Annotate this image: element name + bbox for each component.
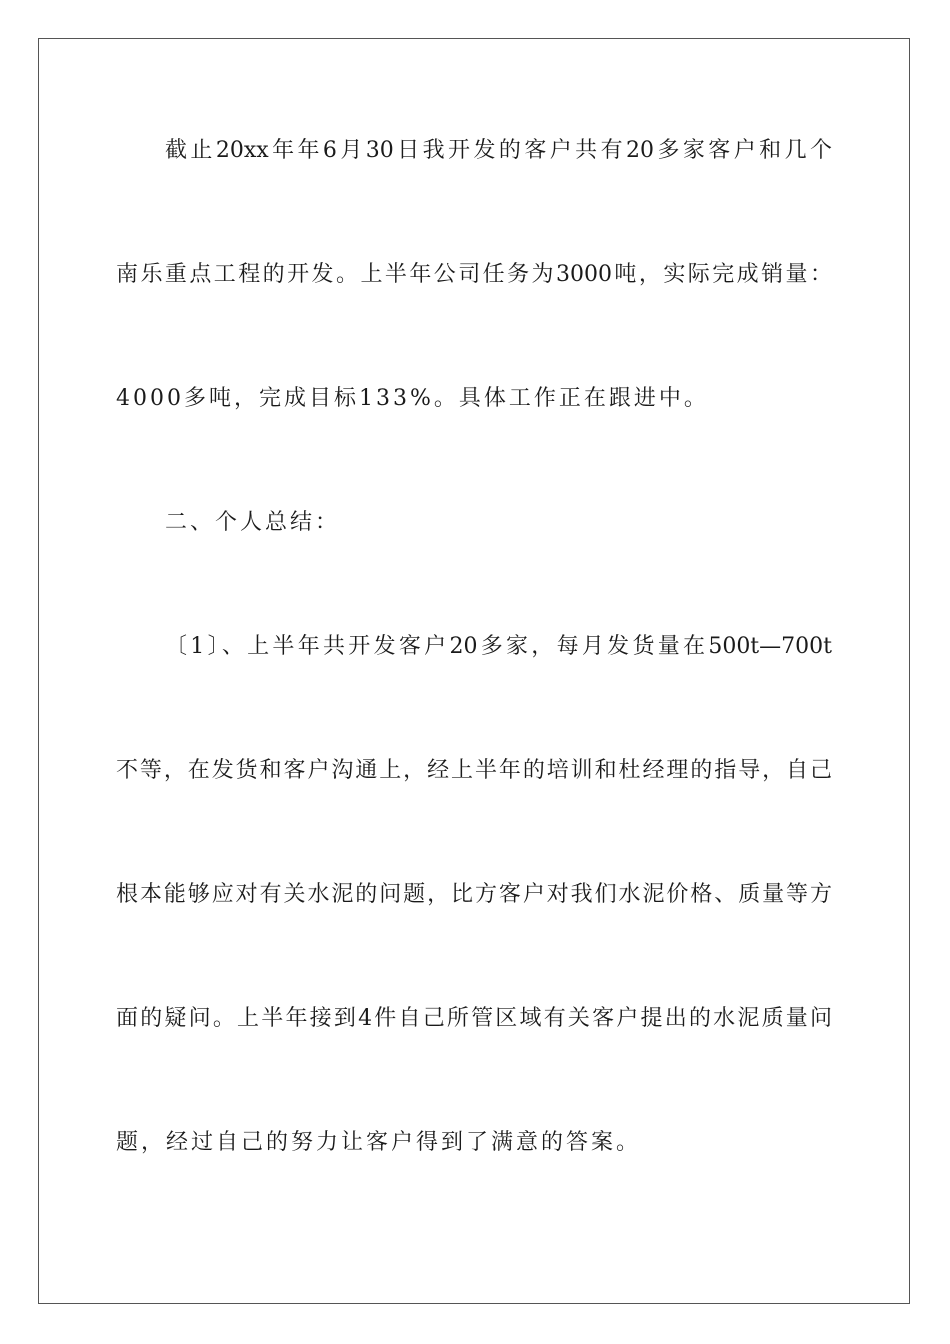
paragraph-1-line-3: 4000多吨，完成目标133%。具体工作正在跟进中。 [116,386,709,411]
paragraph-1-line-1: 截止20xx年年6月30日我开发的客户共有20多家客户和几个 [165,138,832,163]
paragraph-2-line-2: 不等，在发货和客户沟通上，经上半年的培训和杜经理的指导，自己 [116,758,832,783]
page-frame [38,38,910,1304]
paragraph-1-line-2: 南乐重点工程的开发。上半年公司任务为3000吨，实际完成销量： [116,262,832,287]
section-heading: 二、个人总结： [165,510,341,535]
paragraph-2-line-3: 根本能够应对有关水泥的问题，比方客户对我们水泥价格、质量等方 [116,882,832,907]
paragraph-2-line-5: 题，经过自己的努力让客户得到了满意的答案。 [116,1130,642,1155]
paragraph-2-line-1: 〔1〕、上半年共开发客户20多家，每月发货量在500t—700t [165,634,832,659]
paragraph-2-line-4: 面的疑问。上半年接到4件自己所管区域有关客户提出的水泥质量问 [116,1006,832,1031]
